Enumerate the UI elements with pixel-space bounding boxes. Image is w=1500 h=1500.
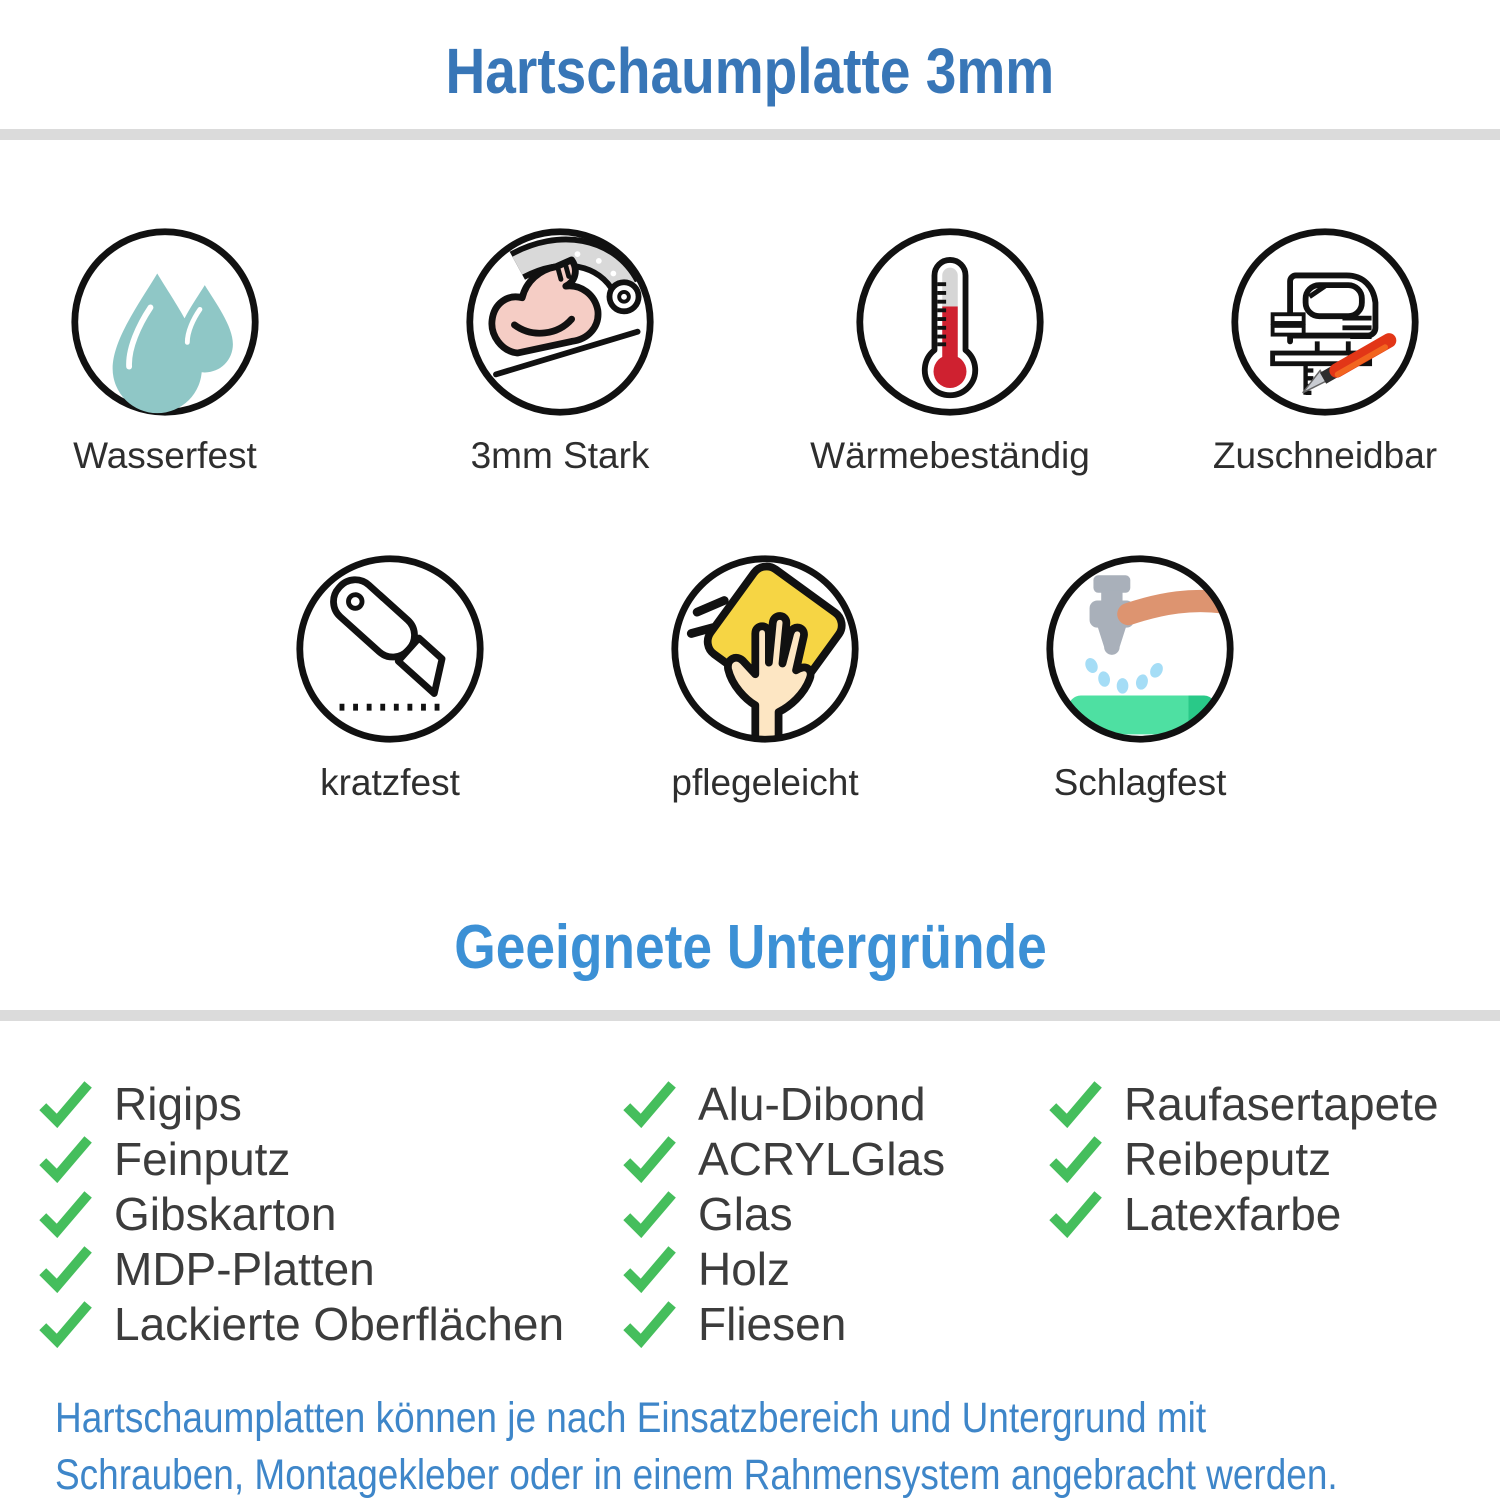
list-item-label: Raufasertapete xyxy=(1124,1077,1439,1130)
list-item xyxy=(38,1131,564,1186)
footer-line-1: Hartschaumplatten können je nach Einsatzbereich und Untergrund mit xyxy=(55,1394,1207,1442)
jigsaw-icon xyxy=(1228,225,1422,419)
flexed-arm-icon xyxy=(463,225,657,419)
feature-label: Wärmebeständig xyxy=(810,435,1090,476)
list-item xyxy=(1048,1076,1439,1131)
footer-note xyxy=(55,1390,1500,1500)
section-title-text: Geeignete Untergründe xyxy=(453,913,1047,982)
footer-line-2: Schrauben, Montagekleber oder in einem Rahmensystem angebracht werden. xyxy=(55,1451,1338,1499)
utility-knife-icon xyxy=(293,552,487,746)
list-item xyxy=(38,1076,564,1131)
list-item xyxy=(622,1296,945,1351)
list-item-label: Holz xyxy=(698,1242,791,1295)
feature-label: pflegeleicht xyxy=(671,762,859,803)
checkmark-icon xyxy=(1048,1190,1102,1238)
list-item xyxy=(1048,1131,1439,1186)
list-item-label: ACRYLGlas xyxy=(698,1132,946,1185)
substrate-column-3 xyxy=(1048,1076,1439,1241)
substrate-column-1 xyxy=(38,1076,564,1351)
page-title-text: Hartschaumplatte 3mm xyxy=(445,35,1055,107)
list-item-label: Lackierte Oberflächen xyxy=(114,1297,565,1350)
list-item xyxy=(38,1296,564,1351)
checkmark-icon xyxy=(38,1300,92,1348)
checkmark-icon xyxy=(622,1300,676,1348)
page-title xyxy=(0,34,1500,108)
checkmark-icon xyxy=(622,1190,676,1238)
thermometer-icon xyxy=(853,225,1047,419)
list-item-label: Reibeputz xyxy=(1124,1132,1332,1185)
checkmark-icon xyxy=(622,1080,676,1128)
substrate-column-2 xyxy=(622,1076,945,1351)
divider xyxy=(0,1010,1500,1021)
checkmark-icon xyxy=(38,1080,92,1128)
feature-wasserfest xyxy=(5,225,325,477)
feature-schlagfest xyxy=(980,552,1300,804)
checkmark-icon xyxy=(38,1245,92,1293)
feature-waermebestaendig xyxy=(790,225,1110,477)
water-drops-icon xyxy=(68,225,262,419)
checkmark-icon xyxy=(1048,1135,1102,1183)
list-item-label: Alu-Dibond xyxy=(698,1077,926,1130)
feature-label: Zuschneidbar xyxy=(1212,435,1438,476)
list-item xyxy=(38,1186,564,1241)
feature-label: 3mm Stark xyxy=(470,435,650,476)
divider xyxy=(0,129,1500,140)
list-item-label: Fliesen xyxy=(698,1297,847,1350)
checkmark-icon xyxy=(1048,1080,1102,1128)
list-item xyxy=(1048,1186,1439,1241)
checkmark-icon xyxy=(38,1135,92,1183)
feature-pflegeleicht xyxy=(605,552,925,804)
wiping-hand-icon xyxy=(668,552,862,746)
list-item xyxy=(622,1186,945,1241)
list-item xyxy=(38,1241,564,1296)
list-item-label: MDP-Platten xyxy=(114,1242,375,1295)
list-item-label: Glas xyxy=(698,1187,793,1240)
checkmark-icon xyxy=(38,1190,92,1238)
list-item-label: Gibskarton xyxy=(114,1187,337,1240)
list-item-label: Rigips xyxy=(114,1077,242,1130)
list-item xyxy=(622,1241,945,1296)
list-item xyxy=(622,1076,945,1131)
hammer-icon xyxy=(1043,552,1237,746)
list-item xyxy=(622,1131,945,1186)
feature-kratzfest xyxy=(230,552,550,804)
feature-label: Wasserfest xyxy=(73,435,257,476)
checkmark-icon xyxy=(622,1245,676,1293)
list-item-label: Feinputz xyxy=(114,1132,291,1185)
list-item-label: Latexfarbe xyxy=(1124,1187,1342,1240)
feature-label: kratzfest xyxy=(320,762,460,803)
section-title xyxy=(0,912,1500,983)
feature-zuschneidbar xyxy=(1165,225,1485,477)
feature-label: Schlagfest xyxy=(1053,762,1227,803)
feature-3mm-stark xyxy=(400,225,720,477)
checkmark-icon xyxy=(622,1135,676,1183)
